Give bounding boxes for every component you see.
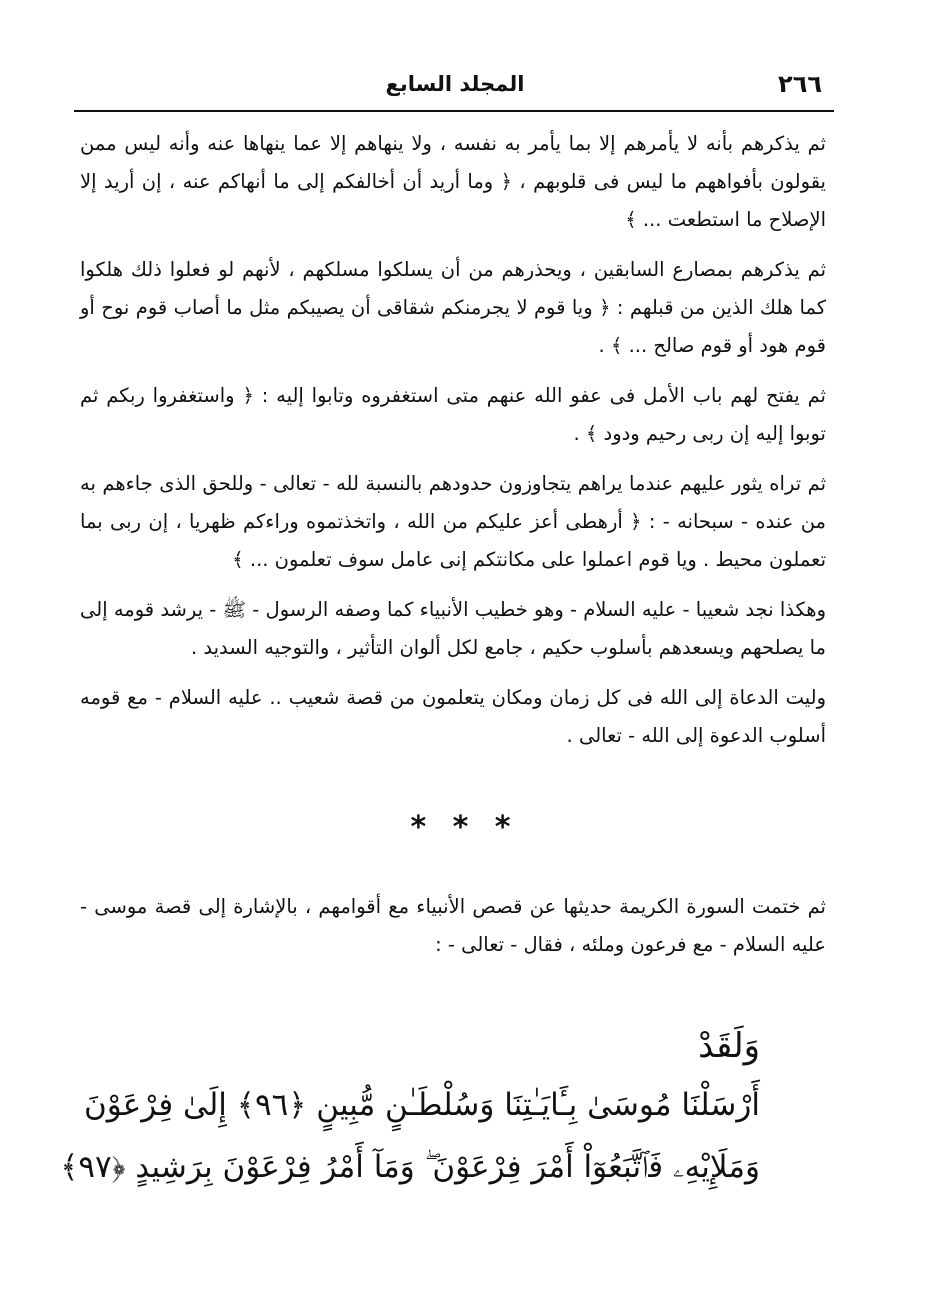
verse-line: أَرْسَلْنَا مُوسَىٰ بِـَٔايَـٰتِنَا وَسُلْطَـٰنٍ مُّبِينٍ ﴿٩٦﴾ إِلَىٰ فِرْعَوْنَ bbox=[83, 1087, 760, 1123]
intro-paragraph: ثم ختمت السورة الكريمة حديثها عن قصص الأنبياء مع أقوامهم ، بالإشارة إلى قصة موسى - عليه السلام - مع فرعون وملئه ، فقال - تعالى - : bbox=[80, 895, 826, 956]
section-separator: * * * bbox=[410, 810, 519, 845]
page-number: ٢٦٦ bbox=[778, 70, 822, 98]
intro-text bbox=[80, 888, 826, 964]
paragraph: ثم يذكرهم بمصارع السابقين ، ويحذرهم من أن يسلكوا مسلكهم ، لأنهم لو فعلوا ذلك هلكوا كما هلك الذين من قبلهم : ﴿ ويا قوم لا يجرمنكم شقاقى أن يصيبكم مثل ما أصاب قوم نوح أو قوم هود أو قوم صالح ... ﴾ . bbox=[80, 258, 826, 357]
page-header bbox=[78, 64, 832, 104]
body-text bbox=[80, 125, 826, 767]
verse-start: وَلَقَدْ bbox=[698, 1026, 760, 1066]
paragraph: ثم يفتح لهم باب الأمل فى عفو الله عنهم متى استغفروه وتابوا إليه : ﴿ واستغفروا ربكم ثم توبوا إليه إن ربى رحيم ودود ﴾ . bbox=[80, 384, 826, 445]
verse-line: وَمَلَإِيْهِۦ فَٱتَّبَعُوٓاْ أَمْرَ فِرْعَوْنَ ۖ وَمَآ أَمْرُ فِرْعَوْنَ بِرَشِيدٍ ﴿٩٧﴾ bbox=[60, 1149, 760, 1185]
paragraph: ثم يذكرهم بأنه لا يأمرهم إلا بما يأمر به نفسه ، ولا ينهاهم إلا عما ينهاها عنه وأنه ليس ممن يقولون بأفواههم ما ليس فى قلوبهم ، ﴿ وما أريد أن أخالفكم إلى ما أنهاكم عنه ، إن أريد إلا الإصلاح ما استطعت ... ﴾ bbox=[80, 132, 826, 231]
quran-verse-block bbox=[60, 1018, 760, 1198]
running-title: المجلد السابع bbox=[385, 72, 525, 96]
header-rule bbox=[74, 110, 834, 112]
paragraph: ثم تراه يثور عليهم عندما يراهم يتجاوزون حدودهم بالنسبة لله - تعالى - وللحق الذى جاءهم به من عنده - سبحانه - : ﴿ أرهطى أعز عليكم من الله ، واتخذتموه وراءكم ظهريا ، إن ربى بما تعملون محيط . ويا قوم اعملوا على مكانتكم إنى عامل سوف تعلمون ... ﴾ bbox=[80, 472, 826, 571]
paragraph: وليت الدعاة إلى الله فى كل زمان ومكان يتعلمون من قصة شعيب .. عليه السلام - مع قومه أسلوب الدعوة إلى الله - تعالى . bbox=[80, 686, 826, 747]
paragraph: وهكذا نجد شعيبا - عليه السلام - وهو خطيب الأنبياء كما وصفه الرسول - ﷺ - يرشد قومه إلى ما يصلحهم ويسعدهم بأسلوب حكيم ، جامع لكل ألوان التأثير ، والتوجيه السديد . bbox=[80, 598, 826, 659]
